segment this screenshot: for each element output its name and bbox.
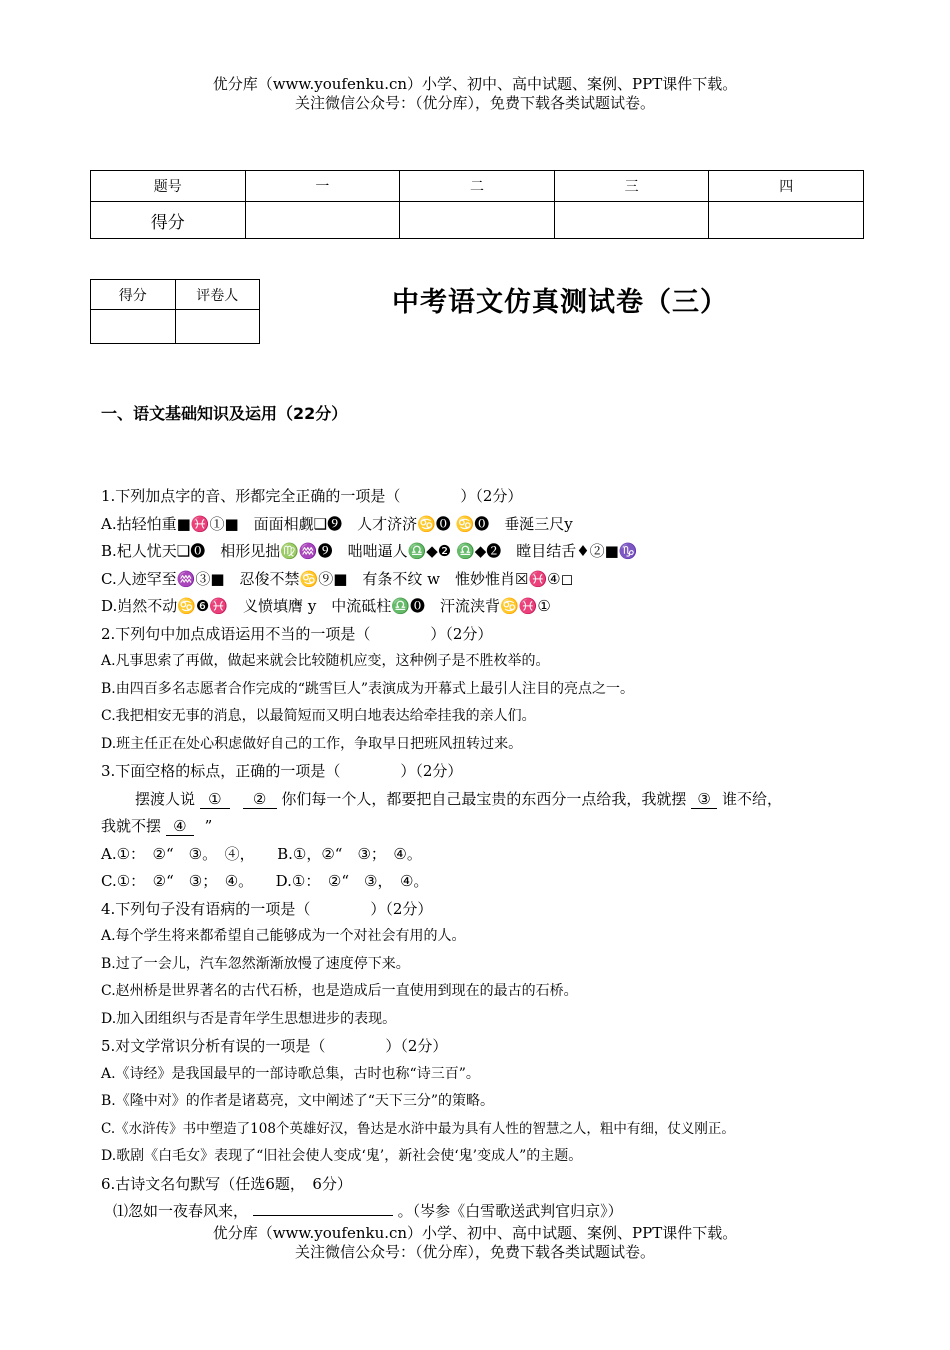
q3-stem: 3.下面空格的标点，正确的一项是（ ）（2分） <box>101 762 463 780</box>
footer-line-2: 关注微信公众号：（优分库），免费下载各类试题试卷。 <box>294 1243 655 1261</box>
q3-passage-text: ” <box>204 817 213 835</box>
q3-passage-text: 你们每一个人，都要把自己最宝贵的东西分一点给我，我就摆 <box>281 789 687 808</box>
q3-blank-3: ③ <box>691 790 717 809</box>
grader-score-label: 得分 <box>91 280 176 310</box>
page-header <box>0 75 950 113</box>
q1-option-d: D.岿然不动♋❻♓ 义愤填膺 y 中流砥柱♎⓿ 汗流浃背♋♓① <box>101 597 551 615</box>
header-line-1: 优分库（www.youfenku.cn）小学、初中、高中试题、案例、PPT课件下载。 <box>212 75 738 93</box>
score-col-1: 一 <box>245 171 400 202</box>
q3-blank-1: ① <box>200 790 230 809</box>
score-cell-4 <box>709 202 864 239</box>
q3-passage-text: 我就不摆 <box>101 817 162 835</box>
q6-item-1 <box>101 1198 871 1226</box>
exam-title: 中考语文仿真测试卷（三） <box>392 287 728 318</box>
q1-option-a: A.拈轻怕重■♓①■ 面面相觑❑❾ 人才济济♋⓿ ♋⓿ 垂涎三尺y <box>101 514 573 533</box>
score-col-3: 三 <box>554 171 709 202</box>
q5-option-c: C.《水浒传》书中塑造了108个英雄好汉，鲁达是水浒中最为具有人性的智慧之人，粗中有细，仗义刚正。 <box>101 1120 735 1137</box>
poem-text: ⑴忽如一夜春风来， <box>113 1202 249 1220</box>
score-cell-2 <box>400 202 555 239</box>
score-cell-3 <box>554 202 709 239</box>
q3-blank-2: ② <box>243 790 277 809</box>
q3-passage-text: 谁不给， <box>721 789 782 808</box>
questions <box>101 483 871 1226</box>
q5-option-a: A.《诗经》是我国最早的一部诗歌总集，古时也称“诗三百”。 <box>101 1065 480 1082</box>
footer-line-1: 优分库（www.youfenku.cn）小学、初中、高中试题、案例、PPT课件下载。 <box>212 1224 738 1242</box>
poem-answer-blank[interactable] <box>253 1215 393 1216</box>
q3-options-cd: C.①： ②“ ③； ④。 D.①： ②“ ③， ④。 <box>101 872 429 890</box>
poem-source: 。（岑参《白雪歌送武判官归京》） <box>397 1202 623 1220</box>
q3-passage-line-1 <box>101 786 871 814</box>
q4-option-a: A.每个学生将来都希望自己能够成为一个对社会有用的人。 <box>101 928 466 944</box>
q2-option-b: B.由四百多名志愿者合作完成的“跳雪巨人”表演成为开幕式上最引人注目的亮点之一。 <box>101 680 635 697</box>
grader-name-label: 评卷人 <box>175 280 260 310</box>
score-col-2: 二 <box>400 171 555 202</box>
q1-option-b: B.杞人忧天❑⓿ 相形见拙♍♒❾ 咄咄逼人♎◆❷ ♎◆❷ 瞠目结舌♦②■♑ <box>101 542 638 560</box>
q1-option-c: C.人迹罕至♒③■ 忍俊不禁♋⑨■ 有条不纹 w 惟妙惟肖☒♓④◻ <box>101 569 574 588</box>
score-col-4: 四 <box>709 171 864 202</box>
q1-stem: 1.下列加点字的音、形都完全正确的一项是（ ）（2分） <box>101 487 523 505</box>
score-head-label: 题号 <box>91 171 246 202</box>
q5-option-b: B.《隆中对》的作者是诸葛亮，文中阐述了“天下三分”的策略。 <box>101 1093 495 1109</box>
score-row-label: 得分 <box>91 202 246 239</box>
q3-options-ab: A.①： ②“ ③。 ④， B.①，②“ ③； ④。 <box>101 844 422 863</box>
q4-option-d: D.加入团组织与否是青年学生思想进步的表现。 <box>101 1010 397 1027</box>
q4-option-c: C.赵州桥是世界著名的古代石桥，也是造成后一直使用到现在的最古的石桥。 <box>101 983 578 999</box>
q2-option-c: C.我把相安无事的消息，以最简短而又明白地表达给牵挂我的亲人们。 <box>101 708 536 724</box>
q4-stem: 4.下列句子没有语病的一项是（ ）（2分） <box>101 899 433 918</box>
q3-passage-line-2 <box>101 813 871 841</box>
q4-option-b: B.过了一会儿，汽车忽然渐渐放慢了速度停下来。 <box>101 955 410 972</box>
section-1-heading: 一、语文基础知识及运用（22分） <box>101 404 348 423</box>
page-footer <box>0 1224 950 1262</box>
header-line-2: 关注微信公众号：（优分库），免费下载各类试题试卷。 <box>294 94 655 112</box>
q2-option-a: A.凡事思索了再做，做起来就会比较随机应变，这种例子是不胜枚举的。 <box>101 653 550 669</box>
q6-stem: 6.古诗文名句默写（任选6题， 6分） <box>101 1174 352 1193</box>
q3-blank-4: ④ <box>166 817 194 836</box>
score-cell-1 <box>245 202 400 239</box>
q5-stem: 5.对文学常识分析有误的一项是（ ）（2分） <box>101 1037 448 1055</box>
q5-option-d: D.歌剧《白毛女》表现了“旧社会使人变成‘鬼’，新社会使‘鬼’变成人”的主题。 <box>101 1148 583 1164</box>
q2-stem: 2.下列句中加点成语运用不当的一项是（ ）（2分） <box>101 624 493 643</box>
q2-option-d: D.班主任正在处心积虑做好自己的工作，争取早日把班风扭转过来。 <box>101 735 523 752</box>
q3-passage-text: 摆渡人说 <box>135 789 196 808</box>
score-table <box>90 170 864 239</box>
